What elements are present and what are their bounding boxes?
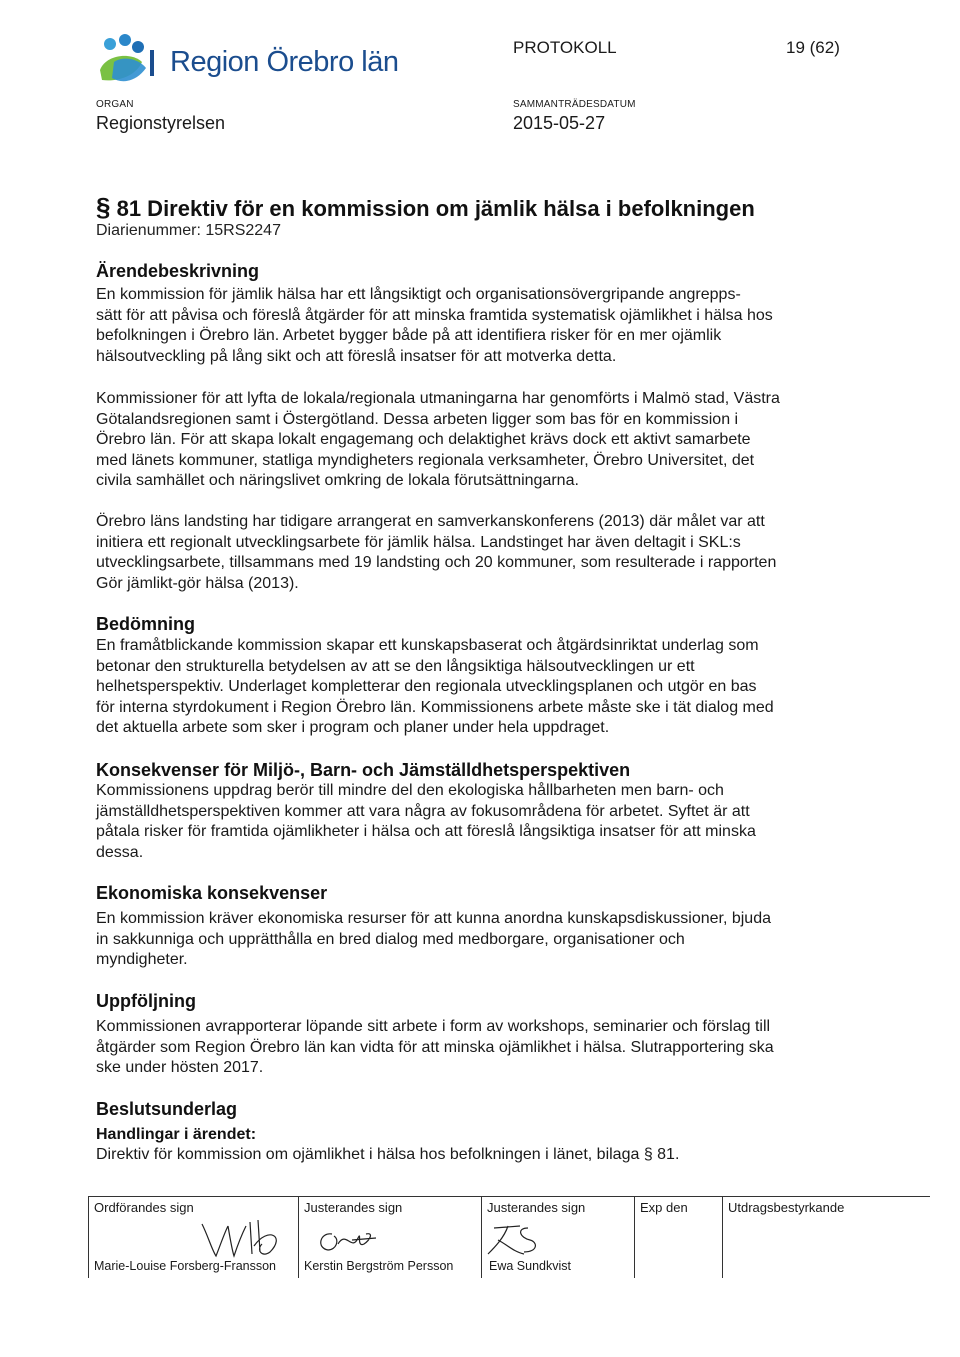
text-line: civila samhället och näringslivet omkring de lokala förutsättningarna. — [96, 472, 579, 490]
paragraph-beslutsunderlag — [96, 1145, 866, 1166]
heading-uppfoljning: Uppföljning — [96, 991, 196, 1011]
text-line: med länets kommuner, statliga myndigheters regionala verksamheter, Örebro Universitet, det — [96, 451, 755, 469]
doc-type: PROTOKOLL — [513, 38, 617, 57]
paragraph-bedomning — [96, 636, 866, 739]
organ-label: ORGAN — [96, 99, 134, 110]
signature-table — [88, 1196, 930, 1282]
sign-header-exp-den: Exp den — [640, 1200, 688, 1215]
heading-konsekvenser: Konsekvenser för Miljö-, Barn- och Jämställdhetsperspektiven — [96, 760, 631, 780]
section-symbol: § — [96, 192, 111, 222]
divider — [88, 1196, 930, 1197]
text-line: Gör jämlikt-gör hälsa (2013). — [96, 574, 299, 592]
text-line: Örebro läns landsting har tidigare arrangerat en samverkanskonferens (2013) där målet var att — [96, 513, 765, 530]
text-line: dessa. — [96, 843, 144, 861]
region-logo-icon — [92, 32, 172, 92]
signature-justerande-2 — [480, 1218, 550, 1260]
heading-bedomning: Bedömning — [96, 614, 195, 634]
diarienummer: Diarienummer: 15RS2247 — [96, 222, 281, 239]
org-name: Region Örebro län — [170, 46, 399, 78]
text-line: utvecklingsarbete, tillsammans med 19 landsting och 20 kommuner, som resulterade i rapporten — [96, 554, 777, 572]
text-line: En framåtblickande kommission skapar ett kunskapsbaserat och åtgärdsinriktat underlag som — [96, 637, 759, 654]
text-line: Götalandsregionen samt i Östergötland. Dessa arbeten ligger som bas för en kommission i — [96, 410, 739, 428]
subheading-handlingar: Handlingar i ärendet: — [96, 1126, 257, 1143]
sign-name-justerande-1: Kerstin Bergström Persson — [304, 1259, 454, 1273]
heading-beslutsunderlag: Beslutsunderlag — [96, 1099, 238, 1119]
divider — [634, 1196, 635, 1278]
text-line: åtgärder som Region Örebro län kan vidta för att minska ojämlikhet i hälsa. Slutrapportering ska — [96, 1038, 774, 1056]
page-number: 19 (62) — [786, 38, 840, 57]
text-line: initiera ett regionalt utvecklingsarbete för jämlik hälsa. Landstinget har även deltagit i SKL:s — [96, 533, 741, 551]
paragraph-konsekvenser — [96, 781, 866, 863]
date-value: 2015-05-27 — [513, 113, 606, 133]
title-text: 81 Direktiv för en kommission om jämlik hälsa i befolkningen — [116, 196, 755, 221]
text-line: Kommissionen avrapporterar löpande sitt arbete i form av workshops, seminarier och förslag till — [96, 1018, 771, 1035]
heading-arendebeskrivning: Ärendebeskrivning — [96, 261, 260, 281]
text-line: påtala risker för framtida ojämlikheter i hälsa och att föreslå långsiktiga insatser för att minska — [96, 823, 756, 841]
text-line: Örebro län. För att skapa lokalt engagemang och delaktighet krävs dock ett aktivt samarbete — [96, 431, 751, 449]
text-line: helhetsperspektiv. Underlaget kompletterar den regionala utvecklingsplanen och utgör en bas — [96, 678, 757, 696]
text-line: hälsoutveckling på lång sikt och att föreslå insatser för att motverka detta. — [96, 347, 617, 365]
divider — [298, 1196, 299, 1278]
page-title — [96, 192, 755, 223]
sign-header-justerande-1: Justerandes sign — [304, 1200, 403, 1215]
text-line: för interna styrdokument i Region Örebro län. Kommissionens arbete måste ske i tät dialog med — [96, 698, 774, 716]
divider — [88, 1196, 89, 1278]
paragraph-arende-2 — [96, 389, 866, 492]
text-line: det aktuella arbete som sker i program och planer under hela uppdraget. — [96, 719, 610, 737]
text-line: Direktiv för kommission om ojämlikhet i hälsa hos befolkningen i länet, bilaga § 81. — [96, 1146, 680, 1163]
text-line: Kommissionens uppdrag berör till mindre del den ekologiska hållbarheten men barn- och — [96, 782, 724, 799]
text-line: En kommission kräver ekonomiska resurser för att kunna anordna kunskapsdiskussioner, bjuda — [96, 910, 771, 927]
text-line: betonar den strukturella betydelsen av att se den långsiktiga hälsoutvecklingen ur ett — [96, 657, 695, 675]
text-line: jämställdhetsperspektiven kommer att vara några av fokusområdena för arbetet. Syftet är att — [96, 802, 750, 820]
sign-header-justerande-2: Justerandes sign — [487, 1200, 586, 1215]
text-line: ske under hösten 2017. — [96, 1059, 264, 1077]
text-line: En kommission för jämlik hälsa har ett långsiktigt och organisationsövergripande angrepps- — [96, 286, 741, 303]
paragraph-uppfoljning — [96, 1017, 866, 1079]
text-line: sätt för att påvisa och föreslå åtgärder för att minska framtida systematisk ojämlikhet i hälsa hos — [96, 306, 773, 324]
paragraph-arende-3 — [96, 512, 866, 594]
heading-ekonomiska: Ekonomiska konsekvenser — [96, 883, 328, 903]
signature-justerande-1 — [312, 1226, 382, 1256]
text-line: in sakkunniga och upprätthålla en bred dialog med medborgare, organisationer och — [96, 930, 685, 948]
sign-name-ordforande: Marie-Louise Forsberg-Fransson — [94, 1259, 277, 1273]
paragraph-ekonomiska — [96, 909, 866, 971]
text-line: myndigheter. — [96, 951, 188, 969]
sign-name-justerande-2: Ewa Sundkvist — [489, 1259, 571, 1273]
sign-header-utdragsbestyrkande: Utdragsbestyrkande — [728, 1200, 845, 1215]
signature-ordforande — [198, 1216, 288, 1262]
sign-header-ordforande: Ordförandes sign — [94, 1200, 194, 1215]
date-label: SAMMANTRÄDESDATUM — [513, 99, 636, 110]
organ-value: Regionstyrelsen — [96, 113, 226, 133]
text-line: befolkningen i Örebro län. Arbetet bygger både på att identifiera risker för en mer ojämlik — [96, 327, 722, 345]
text-line: Kommissioner för att lyfta de lokala/regionala utmaningarna har genomförts i Malmö stad, Västra — [96, 390, 780, 407]
paragraph-arende-1 — [96, 285, 866, 367]
divider — [722, 1196, 723, 1278]
